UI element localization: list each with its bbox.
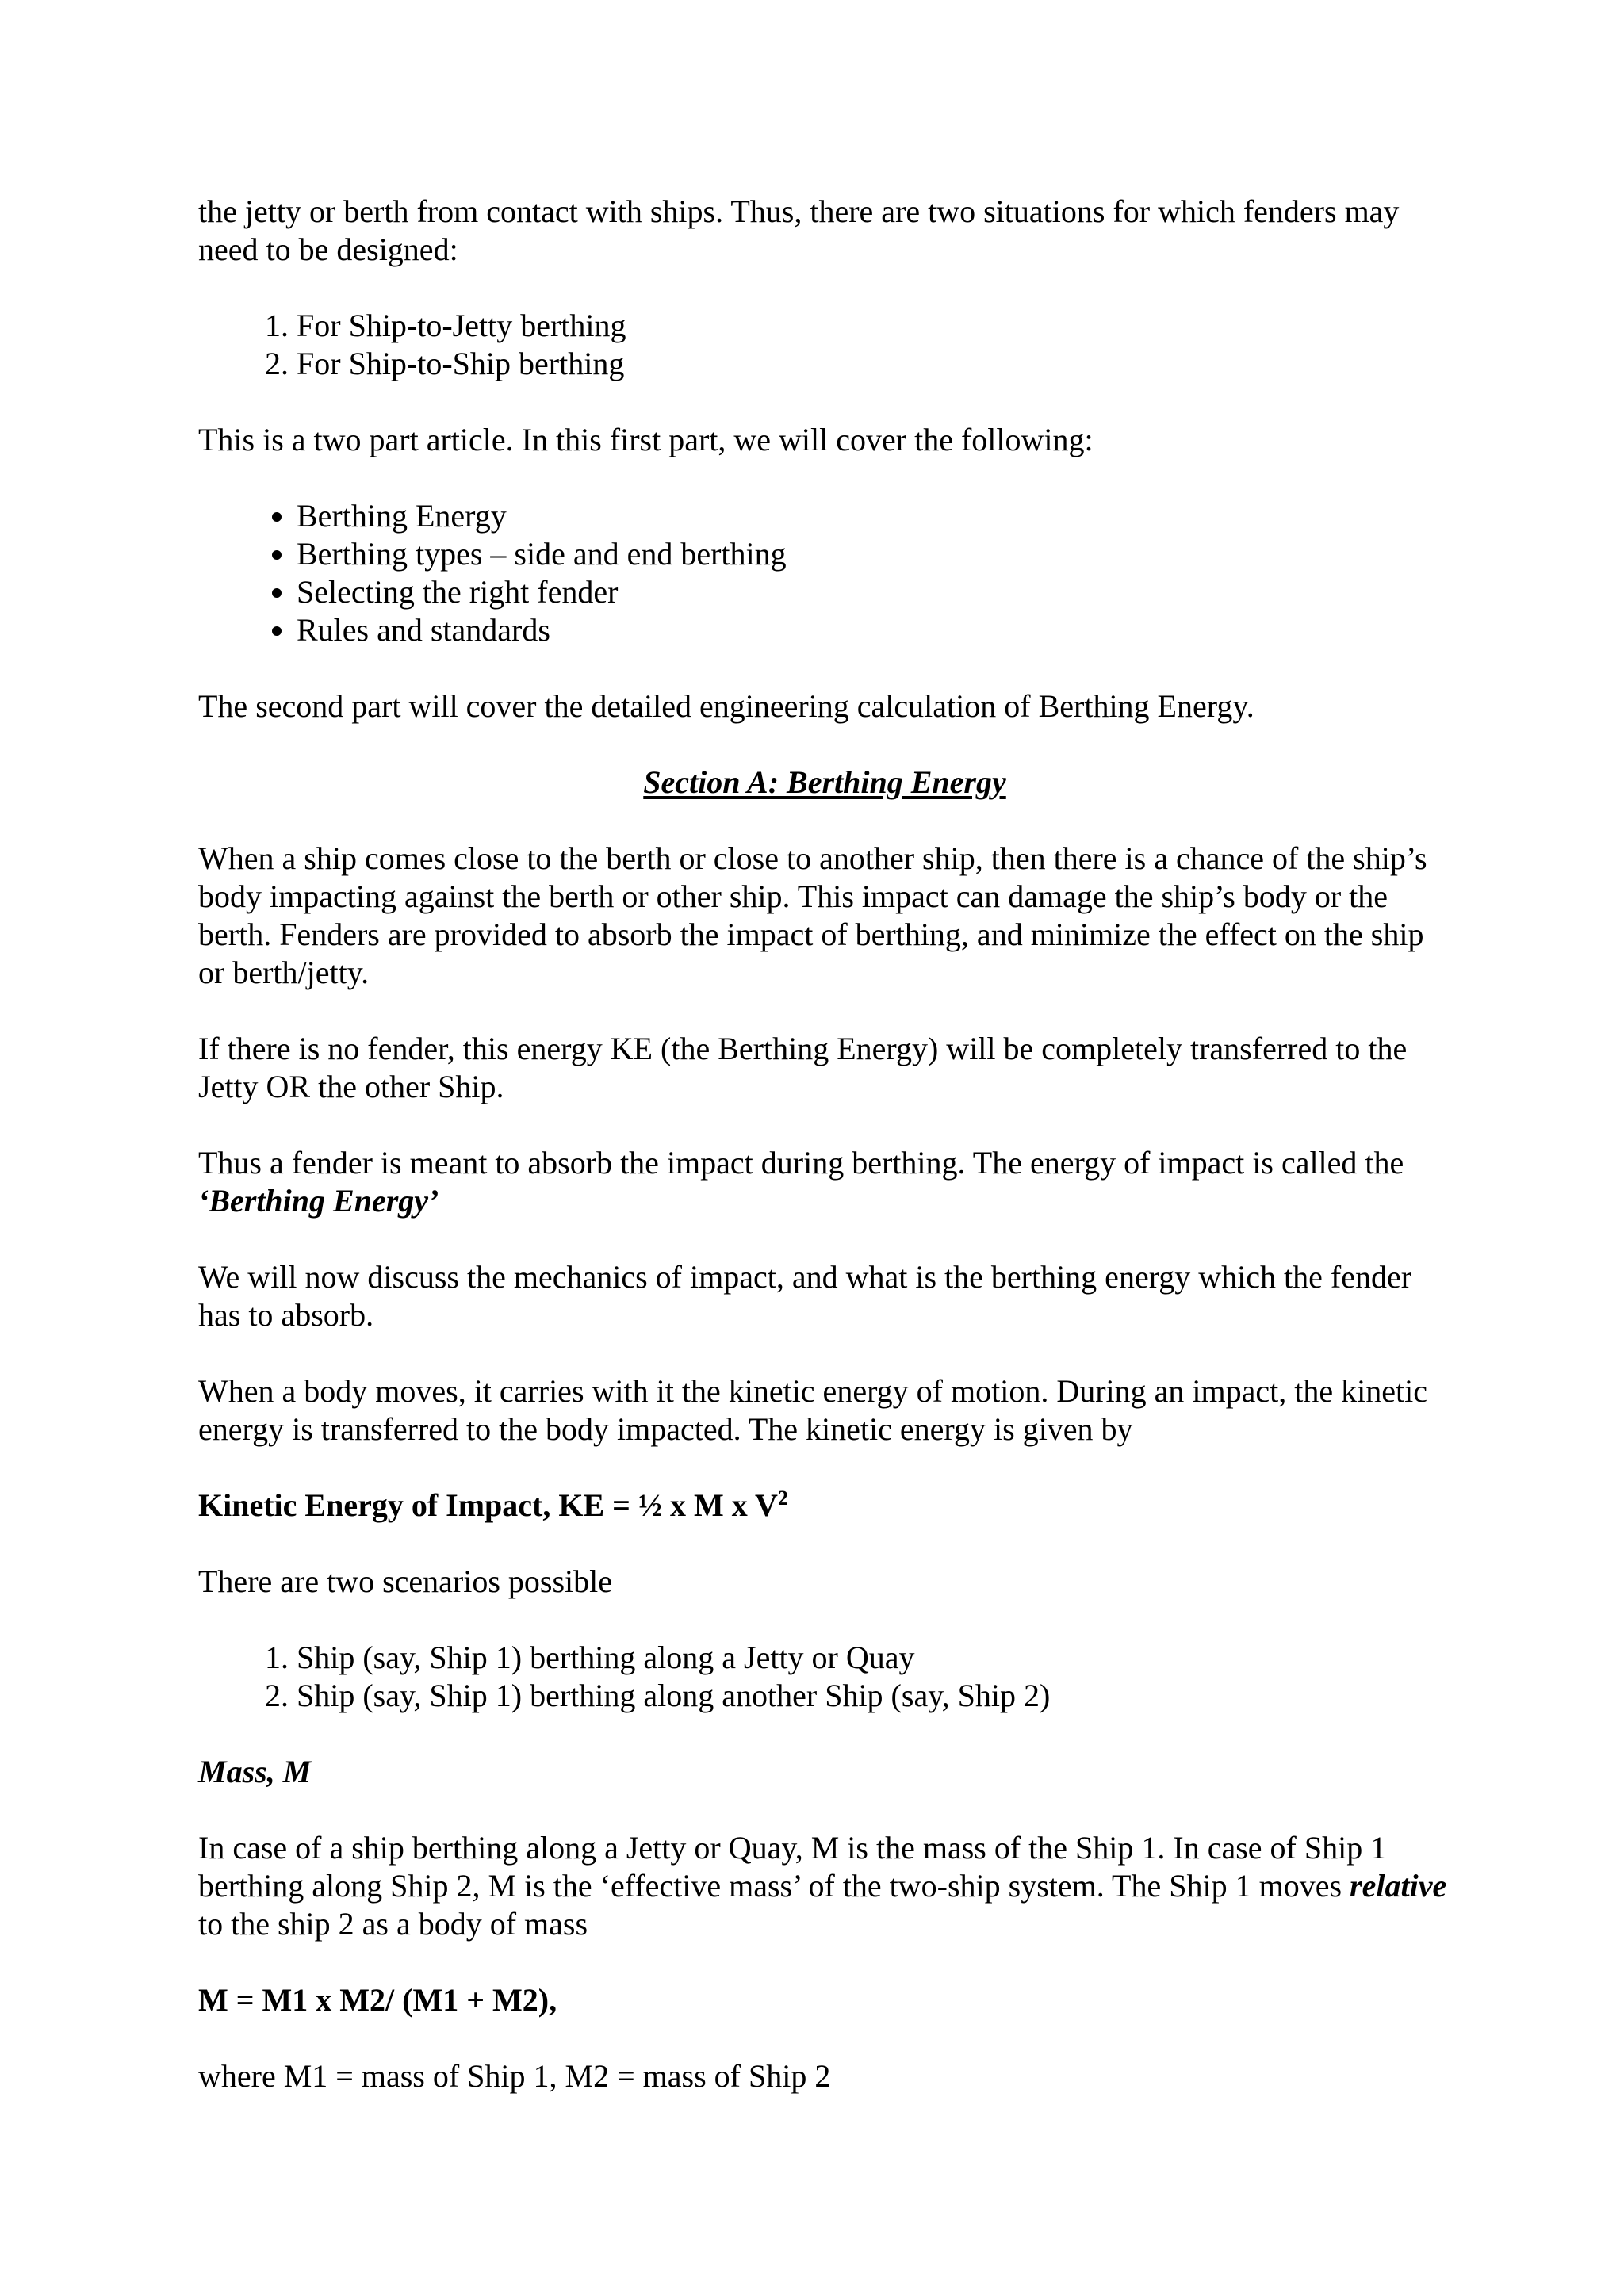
list-item: • Selecting the right fender xyxy=(297,573,1451,611)
situations-list xyxy=(198,307,1451,383)
formula-text: Kinetic Energy of Impact, KE = ½ x M x V xyxy=(198,1487,778,1523)
impact-paragraph: When a ship comes close to the berth or close to another ship, then there is a chance of the ship’s body impacting against the berth or other ship. This impact can damage the ship’s body or the berth. Fenders are provided to absorb the impact of berthing, and minimize the effect on the ship or berth/jetty. xyxy=(198,840,1427,990)
relative-term: relative xyxy=(1350,1868,1447,1904)
section-a-heading: Section A: Berthing Energy xyxy=(643,764,1006,800)
topics-list xyxy=(198,497,1451,649)
second-part-paragraph: The second part will cover the detailed engineering calculation of Berthing Energy. xyxy=(198,688,1254,724)
fender-meant-text: Thus a fender is meant to absorb the impact during berthing. The energy of impact is called the xyxy=(198,1145,1404,1181)
no-fender-paragraph: If there is no fender, this energy KE (the Berthing Energy) will be completely transferred to the Jetty OR the other Ship. xyxy=(198,1031,1408,1104)
intro-paragraph: the jetty or berth from contact with ships. Thus, there are two situations for which fenders may need to be designed: xyxy=(198,193,1400,267)
two-part-paragraph: This is a two part article. In this first part, we will cover the following: xyxy=(198,422,1094,457)
mass-text-start: In case of a ship berthing along a Jetty or Quay, M is the mass of the Ship 1. In case of Ship 1 berthing along Ship 2, M is the ‘effective mass’ of the two-ship system. The Ship 1 moves xyxy=(198,1830,1387,1904)
list-item: 2. Ship (say, Ship 1) berthing along another Ship (say, Ship 2) xyxy=(297,1677,1451,1715)
list-item: 1. Ship (say, Ship 1) berthing along a Jetty or Quay xyxy=(297,1639,1451,1677)
formula-exponent: 2 xyxy=(777,1487,788,1510)
mass-text-end: to the ship 2 as a body of mass xyxy=(198,1906,588,1942)
list-item: • Berthing types – side and end berthing xyxy=(297,535,1451,573)
list-item: • Berthing Energy xyxy=(297,497,1451,535)
document-page xyxy=(198,193,1451,2133)
list-item: 2. For Ship-to-Ship berthing xyxy=(297,345,1451,383)
fender-meant-paragraph xyxy=(198,1144,1451,1220)
kinetic-paragraph: When a body moves, it carries with it the kinetic energy of motion. During an impact, the kinetic energy is transferred to the body impacted. The kinetic energy is given by xyxy=(198,1373,1427,1447)
list-item: • Rules and standards xyxy=(297,611,1451,649)
mass-formula: M = M1 x M2/ (M1 + M2), xyxy=(198,1982,557,2018)
list-item: 1. For Ship-to-Jetty berthing xyxy=(297,307,1451,345)
mass-heading: Mass, M xyxy=(198,1754,312,1789)
mass-paragraph xyxy=(198,1829,1451,1943)
berthing-energy-term: ‘Berthing Energy’ xyxy=(198,1183,439,1219)
scenarios-list xyxy=(198,1639,1451,1715)
kinetic-energy-formula xyxy=(198,1487,1451,1525)
scenarios-intro: There are two scenarios possible xyxy=(198,1563,613,1599)
mechanics-paragraph: We will now discuss the mechanics of impact, and what is the berthing energy which the fender has to absorb. xyxy=(198,1259,1412,1333)
where-paragraph: where M1 = mass of Ship 1, M2 = mass of Ship 2 xyxy=(198,2058,831,2094)
